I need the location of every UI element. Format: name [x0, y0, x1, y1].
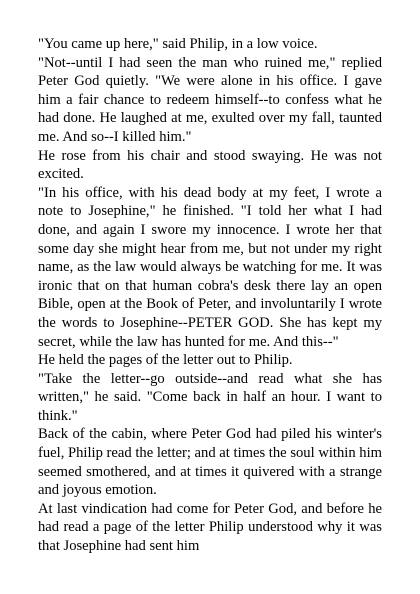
paragraph-2: "Not--until I had seen the man who ruined me," replied Peter God quietly. "We were alone in his office. I gave him a fair chance to redeem himself--to confess what he had done. He laughed at me, exulted over my fall, taunted me. And so--I killed him." [38, 54, 382, 145]
paragraph-7: Back of the cabin, where Peter God had piled his winter's fuel, Philip read the letter; and at times the soul within him seemed smothered, and at times it quivered with a strange and joyous emotion. [38, 426, 382, 499]
paragraph-4: "In his office, with his dead body at my feet, I wrote a note to Josephine," he finished. "I told her what I had done, and again I swore my innocence. I wrote her that some day she might hear from me, but not under my right name, as the law would always be watching for me. It was ironic that on that human cobra's desk there lay an open Bible, open at the Book of Peter, and involuntarily I wrote the words to Josephine--PETER GOD. She has kept my secret, while the law has hunted for me. And this--" [38, 184, 382, 350]
paragraph-8: At last vindication had come for Peter God, and before he had read a page of the letter Philip understood why it was that Josephine had sent him [38, 500, 382, 555]
paragraph-6: "Take the letter--go outside--and read what she has written," he said. "Come back in half an hour. I want to think." [38, 370, 382, 424]
paragraph-5: He held the pages of the letter out to Philip. [38, 352, 293, 369]
paragraph-3: He rose from his chair and stood swaying. He was not excited. [38, 147, 382, 183]
book-page-text [38, 35, 382, 556]
paragraph-1: "You came up here," said Philip, in a low voice. [38, 36, 318, 52]
